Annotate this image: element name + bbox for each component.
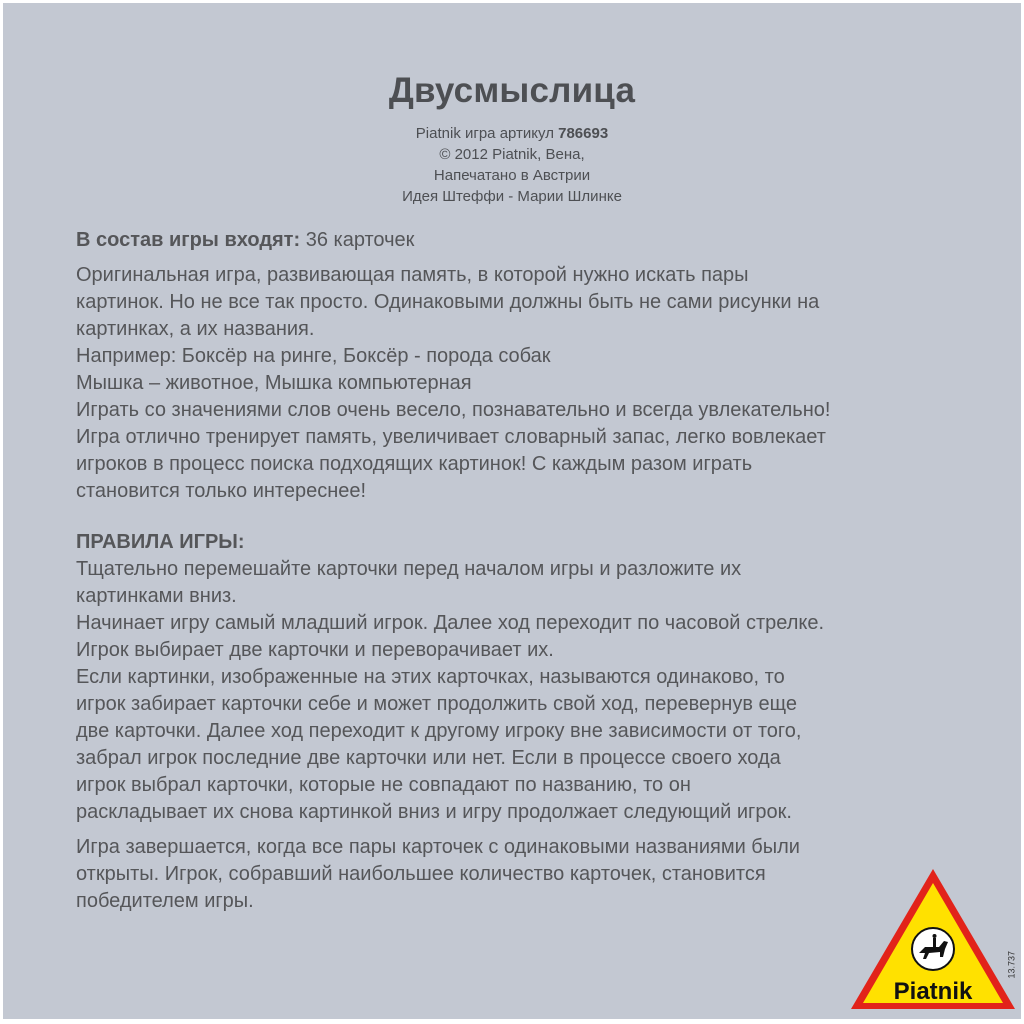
rules-content bbox=[76, 227, 966, 915]
rules-line: игрок выбрал карточки, которые не совпадают по названию, то он bbox=[76, 774, 691, 796]
ending-line: победителем игры. bbox=[76, 890, 254, 912]
rules-line: забрал игрок последние две карточки или нет. Если в процессе своего хода bbox=[76, 747, 781, 769]
intro-paragraph bbox=[76, 262, 966, 505]
intro-line: Оригинальная игра, развивающая память, в которой нужно искать пары bbox=[76, 264, 749, 286]
rules-sheet bbox=[3, 3, 1021, 1019]
ending-line: Игра завершается, когда все пары карточек с одинаковыми названиями были bbox=[76, 836, 800, 858]
ending-paragraph bbox=[76, 834, 966, 915]
contents-label: В состав игры входят: bbox=[76, 229, 301, 251]
intro-line: Мышка – животное, Мышка компьютерная bbox=[76, 372, 472, 394]
product-code: 13.737 bbox=[1007, 951, 1017, 979]
contents-value: 36 карточек bbox=[300, 229, 415, 251]
rules-line: Если картинки, изображенные на этих карточках, называются одинаково, то bbox=[76, 666, 785, 688]
page-title: Двусмыслица bbox=[388, 71, 636, 110]
publisher-info bbox=[3, 123, 1021, 207]
intro-line: Игра отлично тренирует память, увеличивает словарный запас, легко вовлекает bbox=[76, 426, 826, 448]
rules-line: Начинает игру самый младший игрок. Далее ход переходит по часовой стрелке. bbox=[76, 612, 825, 634]
printed-line: Напечатано в Австрии bbox=[433, 167, 591, 184]
logo-text: Piatnik bbox=[893, 978, 973, 1005]
rules-line: две карточки. Далее ход переходит к другому игроку вне зависимости от того, bbox=[76, 720, 802, 742]
article-prefix: Piatnik игра артикул bbox=[415, 125, 554, 142]
rules-paragraph bbox=[76, 556, 966, 826]
copyright-line: © 2012 Piatnik, Вена, bbox=[439, 146, 585, 163]
contents-line bbox=[76, 227, 966, 254]
author-line: Идея Штеффи - Марии Шлинке bbox=[402, 188, 622, 205]
ending-line: открыты. Игрок, собравший наибольшее количество карточек, становится bbox=[76, 863, 766, 885]
rules-line: Тщательно перемешайте карточки перед началом игры и разложите их bbox=[76, 558, 742, 580]
header bbox=[3, 71, 1021, 207]
article-line bbox=[3, 123, 1021, 144]
rules-heading: ПРАВИЛА ИГРЫ: bbox=[76, 531, 245, 553]
rules-line: игрок забирает карточки себе и может продолжить свой ход, перевернув еще bbox=[76, 693, 798, 715]
rules-line: Игрок выбирает две карточки и переворачивает их. bbox=[76, 639, 554, 661]
intro-line: становится только интереснее! bbox=[76, 480, 367, 502]
piatnik-logo bbox=[851, 869, 1021, 1019]
intro-line: игроков в процесс поиска подходящих картинок! С каждым разом играть bbox=[76, 453, 753, 475]
intro-line: Например: Боксёр на ринге, Боксёр - порода собак bbox=[76, 345, 551, 367]
rules-line: раскладывает их снова картинкой вниз и игру продолжает следующий игрок. bbox=[76, 801, 792, 823]
article-number: 786693 bbox=[558, 125, 609, 142]
intro-line: картинок. Но не все так просто. Одинаковыми должны быть не сами рисунки на bbox=[76, 291, 820, 313]
rules-line: картинками вниз. bbox=[76, 585, 237, 607]
intro-line: Играть со значениями слов очень весело, познавательно и всегда увлекательно! bbox=[76, 399, 831, 421]
intro-line: картинках, а их названия. bbox=[76, 318, 315, 340]
